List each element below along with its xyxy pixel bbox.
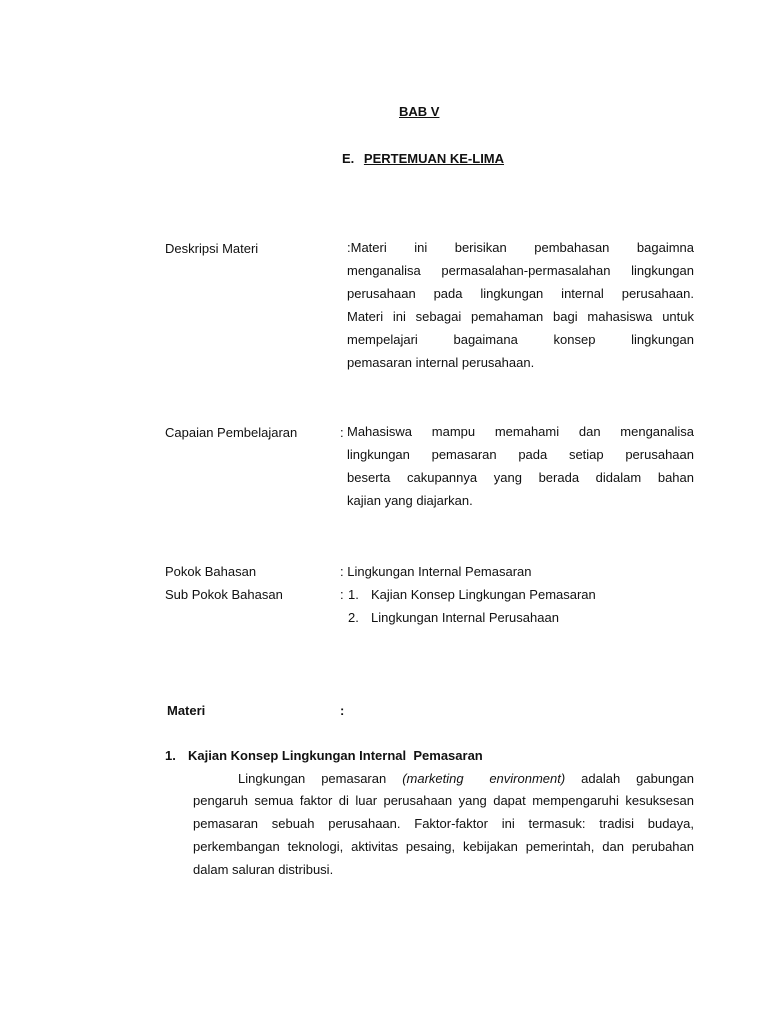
section-title: PERTEMUAN KE-LIMA (363, 151, 505, 166)
materi-colon: : (340, 703, 345, 718)
deskripsi-line: Materi ini sebagai pemahaman bagi mahasiswa untuk (347, 309, 694, 324)
section1-italic-word: (marketing (402, 771, 464, 786)
pokok-label: Pokok Bahasan (165, 564, 257, 579)
capaian-line: lingkungan pemasaran pada setiap perusahaan (347, 447, 694, 462)
deskripsi-label: Deskripsi Materi (165, 241, 259, 256)
section1-word: adalah (581, 771, 621, 786)
section1-line: pengaruh semua faktor di luar perusahaan yang dapat mempengaruhi kesuksesan (193, 793, 694, 808)
capaian-text (347, 420, 694, 512)
section1-line: dalam saluran distribusi. (193, 862, 334, 877)
section1-first-line (238, 771, 694, 786)
sub-pokok-colon: : (340, 587, 344, 602)
capaian-line: kajian yang diajarkan. (347, 493, 473, 508)
capaian-colon: : (340, 425, 344, 440)
section1-word: Lingkungan (238, 771, 306, 786)
deskripsi-text (347, 236, 694, 374)
section1-italic-word: environment) (489, 771, 566, 786)
section1-word: pemasaran (321, 771, 387, 786)
deskripsi-line: pemasaran internal perusahaan. (347, 355, 535, 370)
deskripsi-line: mempelajari bagaimana konsep lingkungan (347, 332, 694, 347)
deskripsi-line: menganalisa permasalahan-permasalahan lingkungan (347, 263, 694, 278)
sub-pokok-item-text: Lingkungan Internal Perusahaan (371, 610, 559, 625)
sub-pokok-item-num: 2. (348, 610, 359, 625)
section1-line: pemasaran sebuah perusahaan. Faktor-faktor ini termasuk: tradisi budaya, (193, 816, 694, 831)
sub-pokok-label: Sub Pokok Bahasan (165, 587, 283, 602)
materi-label: Materi (167, 703, 206, 718)
capaian-line: beserta cakupannya yang berada didalam bahan (347, 470, 694, 485)
sub-pokok-item-num: 1. (348, 587, 359, 602)
section-letter: E. (342, 151, 355, 166)
section1-italic-term (402, 771, 565, 786)
chapter-title: BAB V (399, 104, 440, 119)
capaian-label: Capaian Pembelajaran (165, 425, 298, 440)
deskripsi-line: :Materi ini berisikan pembahasan bagaimna (347, 240, 694, 255)
section1-title: Kajian Konsep Lingkungan Internal Pemasaran (188, 748, 483, 763)
capaian-line: Mahasiswa mampu memahami dan menganalisa (347, 424, 694, 439)
sub-pokok-item-text: Kajian Konsep Lingkungan Pemasaran (371, 587, 596, 602)
deskripsi-line: perusahaan pada lingkungan internal perusahaan. (347, 286, 694, 301)
section1-word: gabungan (636, 771, 694, 786)
section1-number: 1. (165, 748, 176, 763)
section-heading (342, 151, 504, 166)
pokok-value: : Lingkungan Internal Pemasaran (340, 564, 532, 579)
section1-line: perkembangan teknologi, aktivitas pesaing, kebijakan pemerintah, dan perubahan (193, 839, 694, 854)
section1-body (193, 789, 694, 881)
